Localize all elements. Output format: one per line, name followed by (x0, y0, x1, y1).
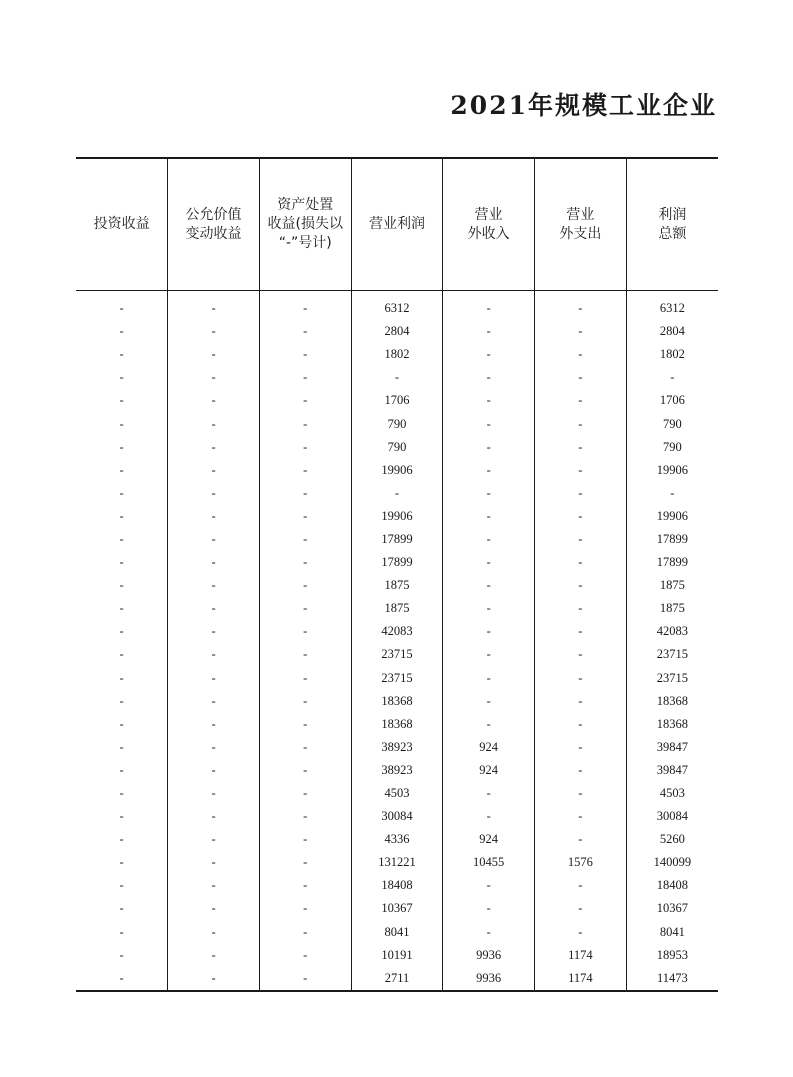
table-cell: - (119, 809, 124, 824)
table-cell: 18368 (626, 713, 718, 736)
table-cell: - (168, 782, 260, 805)
table-cell: - (168, 828, 260, 851)
column-header-line: 营业 (566, 206, 595, 223)
table-cell: - (119, 324, 124, 339)
table-cell: 2804 (626, 320, 718, 343)
table-cell: 10367 (351, 897, 443, 920)
column-header (259, 158, 351, 291)
table-cell: - (443, 897, 535, 920)
table-cell: 790 (351, 412, 443, 435)
table-cell: - (119, 693, 124, 708)
table-row (76, 620, 718, 643)
table-cell: - (259, 320, 351, 343)
table-cell: 8041 (351, 921, 443, 944)
table-cell: - (535, 805, 627, 828)
table-cell: - (259, 944, 351, 967)
table-cell: 18368 (351, 690, 443, 713)
table-cell: - (259, 713, 351, 736)
table-row (76, 551, 718, 574)
table-cell: - (626, 482, 718, 505)
table-row (76, 482, 718, 505)
table-cell: - (119, 855, 124, 870)
column-header-line: 外收入 (467, 225, 510, 242)
table-row (76, 320, 718, 343)
table-cell: - (119, 739, 124, 754)
table-cell: - (168, 366, 260, 389)
table-cell: - (119, 970, 124, 985)
column-header (168, 158, 260, 291)
table-cell: - (168, 713, 260, 736)
table-cell: - (119, 624, 124, 639)
table-cell: - (443, 620, 535, 643)
table-cell: - (259, 412, 351, 435)
table-cell: 2711 (351, 967, 443, 990)
table-cell: - (168, 967, 260, 990)
table-cell: 790 (351, 436, 443, 459)
column-header-line: 公允价值 (185, 206, 242, 223)
table-cell: 140099 (626, 851, 718, 874)
table-cell: - (535, 551, 627, 574)
table-row (76, 713, 718, 736)
table-cell: - (259, 805, 351, 828)
table-cell: - (119, 924, 124, 939)
column-header-line: 营业利润 (368, 216, 425, 232)
table-cell: - (443, 874, 535, 897)
table-cell: - (259, 921, 351, 944)
table-cell: 8041 (626, 921, 718, 944)
table-cell: - (535, 574, 627, 597)
table-cell: 4503 (351, 782, 443, 805)
table-bottom-rule (76, 990, 718, 992)
table-cell: 9936 (443, 944, 535, 967)
table-cell: - (168, 482, 260, 505)
table-cell: 17899 (626, 528, 718, 551)
table-row (76, 459, 718, 482)
table-cell: 10367 (626, 897, 718, 920)
table-cell: 19906 (351, 459, 443, 482)
table-cell: 6312 (351, 291, 443, 321)
column-header-line: 营业 (474, 206, 503, 223)
table-cell: 18408 (626, 874, 718, 897)
table-cell: 10191 (351, 944, 443, 967)
table-cell: - (168, 551, 260, 574)
table-cell: - (535, 828, 627, 851)
column-header (626, 158, 718, 291)
table-cell: 39847 (626, 736, 718, 759)
table-cell: 1802 (351, 343, 443, 366)
column-header (535, 158, 627, 291)
table-cell: 1576 (535, 851, 627, 874)
table-cell: - (259, 759, 351, 782)
table-cell: - (443, 505, 535, 528)
table-cell: 30084 (351, 805, 443, 828)
table-cell: - (119, 878, 124, 893)
table-cell: 1875 (351, 574, 443, 597)
column-header-line: 利润 (658, 206, 687, 223)
table-row (76, 436, 718, 459)
table-cell: - (443, 366, 535, 389)
table-row (76, 366, 718, 389)
table-cell: - (168, 921, 260, 944)
table-cell: - (535, 505, 627, 528)
table-cell: - (443, 805, 535, 828)
table-cell: - (535, 874, 627, 897)
table-row (76, 736, 718, 759)
table-cell: - (168, 736, 260, 759)
table-cell: - (443, 436, 535, 459)
table-cell: - (535, 597, 627, 620)
table-cell: - (119, 462, 124, 477)
column-header-line: 变动收益 (185, 225, 242, 242)
table-cell: 42083 (351, 620, 443, 643)
table-row (76, 690, 718, 713)
table-cell: 30084 (626, 805, 718, 828)
table-cell: - (535, 436, 627, 459)
table-cell: - (443, 291, 535, 321)
table-cell: - (535, 291, 627, 321)
table-row (76, 574, 718, 597)
data-table (76, 157, 718, 990)
table-cell: - (168, 851, 260, 874)
table-cell: - (535, 713, 627, 736)
table-cell: - (259, 620, 351, 643)
table-cell: - (119, 485, 124, 500)
table-cell: - (443, 551, 535, 574)
table-cell: 5260 (626, 828, 718, 851)
table-cell: - (535, 412, 627, 435)
table-cell: - (119, 439, 124, 454)
table-row (76, 782, 718, 805)
table-row (76, 759, 718, 782)
table-cell: - (259, 389, 351, 412)
table-cell: - (535, 482, 627, 505)
table-cell: - (119, 578, 124, 593)
table-row (76, 643, 718, 666)
table-cell: - (259, 643, 351, 666)
table-cell: 10455 (443, 851, 535, 874)
table-cell: - (535, 366, 627, 389)
table-cell: - (259, 736, 351, 759)
table-cell: - (443, 320, 535, 343)
table-cell: - (443, 782, 535, 805)
table-cell: - (351, 482, 443, 505)
column-header-line: 投资收益 (93, 216, 150, 232)
table-cell: 23715 (351, 667, 443, 690)
table-cell: - (119, 901, 124, 916)
table-cell: 1174 (535, 967, 627, 990)
table-cell: 19906 (626, 459, 718, 482)
table-cell: - (259, 782, 351, 805)
table-row (76, 967, 718, 990)
table-cell: - (119, 716, 124, 731)
table-cell: - (443, 643, 535, 666)
column-header-line: 外支出 (559, 225, 602, 242)
table-cell: 9936 (443, 967, 535, 990)
table-cell: - (119, 947, 124, 962)
table-cell: 1706 (351, 389, 443, 412)
table-cell: - (168, 897, 260, 920)
table-cell: 1875 (351, 597, 443, 620)
table-cell: 19906 (351, 505, 443, 528)
table-cell: - (535, 459, 627, 482)
table-cell: - (168, 944, 260, 967)
table-cell: 1174 (535, 944, 627, 967)
table-cell: 23715 (351, 643, 443, 666)
table-cell: - (535, 897, 627, 920)
table-cell: - (119, 301, 124, 316)
table-cell: - (168, 759, 260, 782)
table-cell: - (259, 851, 351, 874)
table-cell: - (119, 416, 124, 431)
table-cell: 1875 (626, 574, 718, 597)
table-cell: 17899 (351, 551, 443, 574)
table-cell: - (535, 343, 627, 366)
table-row (76, 412, 718, 435)
table-cell: - (443, 412, 535, 435)
table-cell: - (443, 713, 535, 736)
table-cell: 790 (626, 412, 718, 435)
table-cell: 1706 (626, 389, 718, 412)
table-cell: - (259, 874, 351, 897)
table-cell: - (535, 759, 627, 782)
table-cell: 4503 (626, 782, 718, 805)
table-cell: - (168, 597, 260, 620)
column-header-line: 资产处置 (277, 197, 334, 213)
table-cell: - (535, 528, 627, 551)
table-row (76, 505, 718, 528)
table-cell: - (259, 551, 351, 574)
table-cell: - (535, 782, 627, 805)
table-row (76, 897, 718, 920)
table-cell: - (535, 643, 627, 666)
column-header (351, 158, 443, 291)
table-cell: 42083 (626, 620, 718, 643)
table-row (76, 851, 718, 874)
table-cell: 11473 (626, 967, 718, 990)
table-cell: - (168, 805, 260, 828)
table-cell: - (443, 690, 535, 713)
table-cell: - (119, 393, 124, 408)
table-cell: - (259, 366, 351, 389)
table-cell: - (168, 505, 260, 528)
table-cell: - (443, 343, 535, 366)
table-row (76, 667, 718, 690)
table-cell: - (119, 601, 124, 616)
table-cell: 4336 (351, 828, 443, 851)
data-table-container (76, 157, 718, 992)
table-row (76, 389, 718, 412)
table-cell: 23715 (626, 643, 718, 666)
table-cell: - (119, 647, 124, 662)
table-cell: - (168, 436, 260, 459)
table-cell: - (443, 667, 535, 690)
table-cell: - (259, 690, 351, 713)
table-cell: - (259, 459, 351, 482)
table-cell: 6312 (626, 291, 718, 321)
table-cell: - (168, 343, 260, 366)
table-cell: - (259, 828, 351, 851)
table-cell: - (119, 531, 124, 546)
column-header-line: “-”号计) (278, 235, 332, 251)
table-cell: 924 (443, 828, 535, 851)
column-header (76, 158, 168, 291)
table-cell: - (535, 320, 627, 343)
table-row (76, 528, 718, 551)
table-cell: 18408 (351, 874, 443, 897)
table-cell: - (168, 389, 260, 412)
table-cell: - (119, 670, 124, 685)
table-cell: - (443, 597, 535, 620)
table-cell: - (535, 921, 627, 944)
table-cell: 38923 (351, 736, 443, 759)
column-header-line: 收益(损失以 (267, 216, 343, 232)
table-cell: - (259, 343, 351, 366)
table-cell: - (168, 412, 260, 435)
table-cell: - (259, 505, 351, 528)
column-header (443, 158, 535, 291)
table-cell: - (351, 366, 443, 389)
table-cell: - (443, 389, 535, 412)
table-cell: 23715 (626, 667, 718, 690)
table-cell: - (259, 482, 351, 505)
table-body (76, 291, 718, 990)
table-cell: 17899 (351, 528, 443, 551)
table-cell: - (168, 643, 260, 666)
table-cell: - (168, 291, 260, 321)
table-cell: - (168, 459, 260, 482)
table-cell: 924 (443, 736, 535, 759)
table-cell: - (626, 366, 718, 389)
table-cell: - (168, 690, 260, 713)
table-cell: - (259, 291, 351, 321)
table-cell: - (168, 874, 260, 897)
table-cell: - (443, 574, 535, 597)
table-cell: - (535, 620, 627, 643)
table-cell: - (259, 967, 351, 990)
table-row (76, 874, 718, 897)
table-row (76, 828, 718, 851)
table-cell: 38923 (351, 759, 443, 782)
table-cell: - (535, 667, 627, 690)
table-cell: 924 (443, 759, 535, 782)
table-cell: - (168, 667, 260, 690)
table-cell: - (259, 528, 351, 551)
table-cell: - (168, 620, 260, 643)
table-row (76, 921, 718, 944)
table-cell: 18953 (626, 944, 718, 967)
table-cell: - (259, 597, 351, 620)
table-cell: 790 (626, 436, 718, 459)
table-cell: - (119, 555, 124, 570)
table-cell: 2804 (351, 320, 443, 343)
table-row (76, 291, 718, 321)
header-row (76, 158, 718, 291)
table-cell: - (119, 508, 124, 523)
table-cell: - (168, 574, 260, 597)
table-cell: - (443, 528, 535, 551)
table-row (76, 805, 718, 828)
table-cell: - (259, 667, 351, 690)
column-header-line: 总额 (658, 225, 687, 242)
table-cell: - (443, 459, 535, 482)
table-cell: - (168, 528, 260, 551)
table-cell: - (119, 347, 124, 362)
table-cell: - (535, 389, 627, 412)
table-cell: - (443, 921, 535, 944)
table-cell: 18368 (351, 713, 443, 736)
table-cell: - (259, 436, 351, 459)
table-cell: 18368 (626, 690, 718, 713)
table-cell: - (535, 736, 627, 759)
table-row (76, 944, 718, 967)
table-cell: 17899 (626, 551, 718, 574)
table-cell: 39847 (626, 759, 718, 782)
table-cell: - (535, 690, 627, 713)
table-cell: 1875 (626, 597, 718, 620)
table-row (76, 597, 718, 620)
table-cell: 19906 (626, 505, 718, 528)
table-cell: - (119, 832, 124, 847)
table-cell: - (119, 786, 124, 801)
table-cell: - (119, 762, 124, 777)
table-cell: - (443, 482, 535, 505)
page-title: 2021年规模工业企业 (450, 91, 717, 120)
table-cell: 131221 (351, 851, 443, 874)
table-cell: - (168, 320, 260, 343)
table-cell: - (259, 897, 351, 920)
table-cell: 1802 (626, 343, 718, 366)
table-row (76, 343, 718, 366)
table-cell: - (259, 574, 351, 597)
table-cell: - (119, 370, 124, 385)
